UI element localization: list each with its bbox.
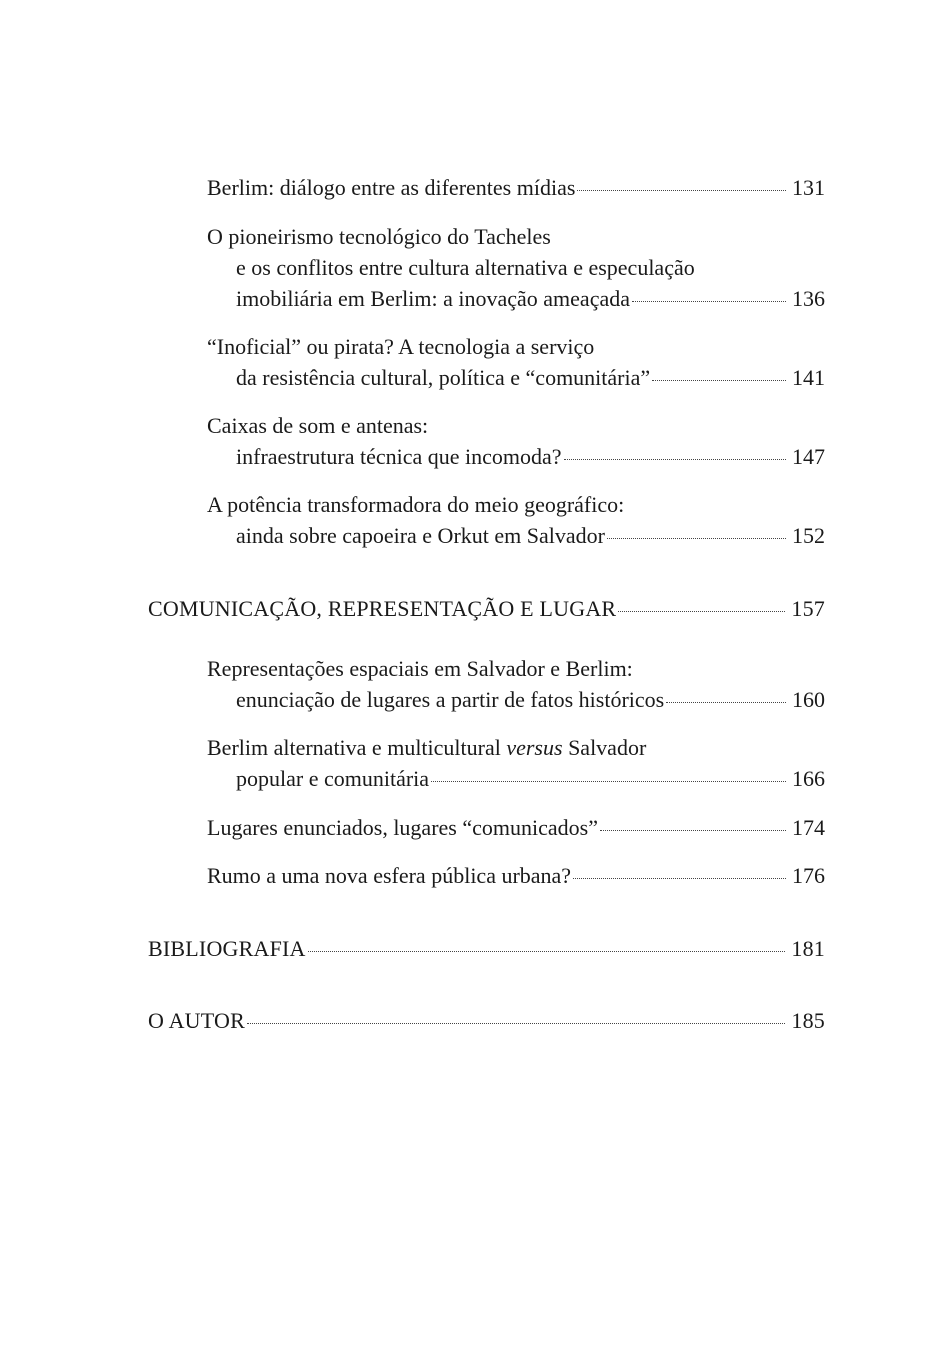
toc-entry-title: O pioneirismo tecnológico do Tacheles [207,224,551,249]
toc-entry-title: Caixas de som e antenas: [207,413,429,438]
toc-entry-last-line [207,763,825,794]
toc-entry-title: “Inoficial” ou pirata? A tecnologia a serviço [207,334,595,359]
dot-leader [247,1023,785,1024]
dot-leader [618,611,785,612]
toc-entry-last-line [207,362,825,393]
dot-leader [666,702,786,703]
toc-entry-title [207,732,825,763]
toc-page-number: 174 [792,815,825,840]
toc-page-number: 141 [792,365,825,390]
toc-entry[interactable] [207,732,825,794]
toc-entry-title: Lugares enunciados, lugares “comunicados” [207,815,598,840]
toc-chapter-entry[interactable] [148,933,825,964]
toc-page-number: 176 [792,863,825,888]
toc-entry-last-line [207,283,825,314]
dot-leader [632,301,786,302]
toc-entry-last-line [148,1005,825,1036]
dot-leader [573,878,786,879]
toc-page-number: 152 [792,523,825,548]
toc-chapter-title: COMUNICAÇÃO, REPRESENTAÇÃO E LUGAR [148,596,617,621]
dot-leader [652,380,786,381]
toc-entry-title-continuation: infraestrutura técnica que incomoda? [236,444,562,469]
toc-entry[interactable] [207,172,825,203]
title-text: Salvador [562,735,647,760]
toc-chapter-title: O AUTOR [148,1008,245,1033]
toc-entry-last-line [207,172,825,203]
toc-chapter-entry[interactable] [148,593,825,624]
dot-leader [577,190,786,191]
toc-entry[interactable] [207,410,825,472]
toc-entry-title-continuation: e os conflitos entre cultura alternativa e especulação [236,255,695,280]
toc-entry-title-continuation: imobiliária em Berlim: a inovação ameaçada [236,286,630,311]
toc-chapter-entry[interactable] [148,1005,825,1036]
toc-entry-last-line [148,593,825,624]
toc-page-number: 181 [791,936,825,961]
toc-entry-last-line [207,441,825,472]
toc-entry-title-continuation: ainda sobre capoeira e Orkut em Salvador [236,523,605,548]
toc-entry-title-continuation: popular e comunitária [236,766,430,791]
toc-chapter-title: BIBLIOGRAFIA [148,936,306,961]
toc-entry[interactable] [207,812,825,843]
toc-entry-title: Berlim: diálogo entre as diferentes mídias [207,175,576,200]
title-text: Berlim alternativa e multicultural [207,735,507,760]
dot-leader [431,781,786,782]
toc-entry-title-continuation: da resistência cultural, política e “comunitária” [236,365,651,390]
toc-entry[interactable] [207,860,825,891]
toc-entry[interactable] [207,489,825,551]
toc-page-number: 185 [791,1008,825,1033]
toc-entry-title-continuation: enunciação de lugares a partir de fatos históricos [236,687,665,712]
dot-leader [308,951,786,952]
toc-entry-last-line [207,812,825,843]
toc-page-number: 136 [792,286,825,311]
dot-leader [564,459,786,460]
toc-entry-title: A potência transformadora do meio geográfico: [207,492,625,517]
toc-entry-last-line [207,684,825,715]
title-italic-text: versus [506,735,563,760]
toc-entry-last-line [207,860,825,891]
toc-page-number: 166 [792,766,825,791]
dot-leader [607,538,786,539]
toc-entry-last-line [148,933,825,964]
toc-entry-title: Representações espaciais em Salvador e Berlim: [207,656,633,681]
toc-page-number: 147 [792,444,825,469]
toc-entry[interactable] [207,653,825,715]
toc-entry-title: Rumo a uma nova esfera pública urbana? [207,863,572,888]
toc-entry[interactable] [207,331,825,393]
toc-page-number: 131 [792,175,825,200]
dot-leader [600,830,786,831]
toc-entry[interactable] [207,221,825,314]
toc-page-number: 160 [792,687,825,712]
toc-page-number: 157 [791,596,825,621]
toc-entry-last-line [207,520,825,551]
